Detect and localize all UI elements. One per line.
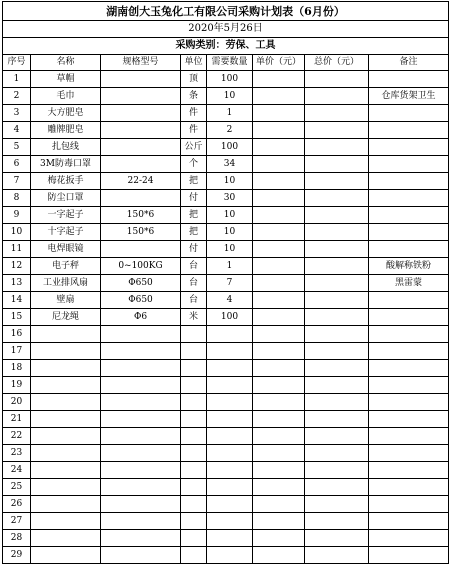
- cell-remarks: [369, 411, 449, 428]
- cell-spec: [101, 530, 181, 547]
- cell-unit: 台: [181, 258, 207, 275]
- cell-spec: [101, 326, 181, 343]
- cell-spec: [101, 445, 181, 462]
- table-row: [3, 479, 449, 496]
- cell-quantity: 7: [207, 275, 253, 292]
- cell-quantity: 1: [207, 105, 253, 122]
- cell-unit: 件: [181, 122, 207, 139]
- table-row: [3, 309, 449, 326]
- cell-name: 大方肥皂: [31, 105, 101, 122]
- cell-name: 3M防毒口罩: [31, 156, 101, 173]
- table-row: [3, 275, 449, 292]
- cell-total-price: [305, 88, 369, 105]
- cell-quantity: 100: [207, 139, 253, 156]
- cell-no: 15: [3, 309, 31, 326]
- cell-remarks: [369, 173, 449, 190]
- cell-spec: [101, 88, 181, 105]
- cell-unit-price: [253, 547, 305, 564]
- cell-remarks: [369, 207, 449, 224]
- cell-unit-price: [253, 292, 305, 309]
- cell-unit-price: [253, 122, 305, 139]
- cell-quantity: 10: [207, 88, 253, 105]
- cell-unit-price: [253, 207, 305, 224]
- cell-total-price: [305, 258, 369, 275]
- cell-total-price: [305, 275, 369, 292]
- cell-total-price: [305, 122, 369, 139]
- cell-unit: 台: [181, 292, 207, 309]
- cell-quantity: [207, 411, 253, 428]
- cell-unit: [181, 513, 207, 530]
- cell-no: 27: [3, 513, 31, 530]
- cell-spec: Φ650: [101, 275, 181, 292]
- cell-unit-price: [253, 309, 305, 326]
- cell-quantity: 10: [207, 173, 253, 190]
- cell-quantity: [207, 445, 253, 462]
- cell-total-price: [305, 190, 369, 207]
- cell-unit: [181, 428, 207, 445]
- cell-quantity: [207, 479, 253, 496]
- table-row: [3, 513, 449, 530]
- cell-remarks: [369, 394, 449, 411]
- table-row: [3, 258, 449, 275]
- cell-spec: [101, 156, 181, 173]
- cell-remarks: [369, 326, 449, 343]
- cell-name: [31, 360, 101, 377]
- cell-total-price: [305, 224, 369, 241]
- cell-no: 28: [3, 530, 31, 547]
- cell-name: 防尘口罩: [31, 190, 101, 207]
- cell-total-price: [305, 207, 369, 224]
- cell-remarks: [369, 292, 449, 309]
- cell-unit-price: [253, 275, 305, 292]
- cell-name: 工业排风扇: [31, 275, 101, 292]
- cell-name: 电子秤: [31, 258, 101, 275]
- cell-spec: [101, 496, 181, 513]
- cell-unit: 付: [181, 241, 207, 258]
- cell-unit: [181, 547, 207, 564]
- cell-remarks: [369, 156, 449, 173]
- procurement-plan-table: [2, 1, 449, 564]
- cell-no: 20: [3, 394, 31, 411]
- cell-unit-price: [253, 88, 305, 105]
- cell-spec: Φ650: [101, 292, 181, 309]
- cell-unit-price: [253, 224, 305, 241]
- cell-quantity: [207, 326, 253, 343]
- cell-no: 13: [3, 275, 31, 292]
- cell-name: [31, 326, 101, 343]
- cell-quantity: 10: [207, 224, 253, 241]
- cell-quantity: 10: [207, 207, 253, 224]
- cell-total-price: [305, 377, 369, 394]
- cell-no: 18: [3, 360, 31, 377]
- table-row: [3, 190, 449, 207]
- cell-quantity: [207, 428, 253, 445]
- cell-no: 16: [3, 326, 31, 343]
- cell-spec: [101, 394, 181, 411]
- cell-unit: 件: [181, 105, 207, 122]
- cell-unit-price: [253, 428, 305, 445]
- cell-spec: [101, 139, 181, 156]
- cell-no: 14: [3, 292, 31, 309]
- table-row: [3, 173, 449, 190]
- cell-name: [31, 547, 101, 564]
- cell-spec: [101, 513, 181, 530]
- cell-spec: 150*6: [101, 207, 181, 224]
- cell-name: [31, 530, 101, 547]
- cell-remarks: [369, 377, 449, 394]
- cell-unit: [181, 343, 207, 360]
- cell-total-price: [305, 411, 369, 428]
- table-row: [3, 207, 449, 224]
- cell-no: 19: [3, 377, 31, 394]
- cell-remarks: [369, 241, 449, 258]
- cell-spec: Φ6: [101, 309, 181, 326]
- cell-quantity: [207, 496, 253, 513]
- cell-name: [31, 394, 101, 411]
- table-header-row: [3, 55, 449, 71]
- cell-quantity: 30: [207, 190, 253, 207]
- cell-name: 壁扇: [31, 292, 101, 309]
- cell-name: 扎包线: [31, 139, 101, 156]
- table-row: [3, 105, 449, 122]
- cell-spec: [101, 105, 181, 122]
- cell-no: 1: [3, 71, 31, 88]
- header-cell-quantity: 需要数量: [207, 55, 253, 71]
- cell-spec: [101, 190, 181, 207]
- cell-name: [31, 445, 101, 462]
- cell-spec: 150*6: [101, 224, 181, 241]
- table-row: [3, 394, 449, 411]
- cell-remarks: [369, 445, 449, 462]
- cell-total-price: [305, 156, 369, 173]
- cell-name: 十字起子: [31, 224, 101, 241]
- cell-remarks: [369, 105, 449, 122]
- header-cell-no: 序号: [3, 55, 31, 71]
- cell-no: 21: [3, 411, 31, 428]
- header-cell-name: 名称: [31, 55, 101, 71]
- table-row: [3, 326, 449, 343]
- cell-no: 26: [3, 496, 31, 513]
- cell-unit-price: [253, 105, 305, 122]
- cell-name: [31, 513, 101, 530]
- cell-unit: [181, 411, 207, 428]
- cell-name: [31, 496, 101, 513]
- cell-unit-price: [253, 445, 305, 462]
- cell-unit-price: [253, 156, 305, 173]
- cell-total-price: [305, 309, 369, 326]
- cell-total-price: [305, 513, 369, 530]
- table-row: [3, 88, 449, 105]
- cell-unit-price: [253, 360, 305, 377]
- cell-spec: [101, 411, 181, 428]
- table-row: [3, 122, 449, 139]
- cell-name: 一字起子: [31, 207, 101, 224]
- cell-name: [31, 462, 101, 479]
- cell-no: 17: [3, 343, 31, 360]
- cell-name: 尼龙绳: [31, 309, 101, 326]
- table-row: [3, 428, 449, 445]
- cell-spec: [101, 71, 181, 88]
- cell-total-price: [305, 71, 369, 88]
- table-row: [3, 156, 449, 173]
- cell-name: 毛巾: [31, 88, 101, 105]
- cell-no: 29: [3, 547, 31, 564]
- table-row: [3, 241, 449, 258]
- cell-quantity: 4: [207, 292, 253, 309]
- cell-spec: [101, 428, 181, 445]
- table-row: [3, 411, 449, 428]
- cell-total-price: [305, 241, 369, 258]
- cell-unit: 把: [181, 173, 207, 190]
- cell-name: [31, 479, 101, 496]
- cell-no: 6: [3, 156, 31, 173]
- cell-quantity: 34: [207, 156, 253, 173]
- cell-unit-price: [253, 411, 305, 428]
- cell-spec: [101, 547, 181, 564]
- cell-remarks: [369, 360, 449, 377]
- header-cell-total-price: 总价（元）: [305, 55, 369, 71]
- cell-total-price: [305, 445, 369, 462]
- table-row: [3, 496, 449, 513]
- cell-total-price: [305, 326, 369, 343]
- cell-spec: [101, 479, 181, 496]
- procurement-category: 采购类别：劳保、工具: [3, 38, 449, 55]
- cell-remarks: [369, 530, 449, 547]
- cell-total-price: [305, 428, 369, 445]
- cell-spec: 22-24: [101, 173, 181, 190]
- table-row: [3, 71, 449, 88]
- cell-total-price: [305, 479, 369, 496]
- cell-spec: [101, 462, 181, 479]
- cell-remarks: [369, 122, 449, 139]
- cell-unit-price: [253, 258, 305, 275]
- cell-unit: [181, 326, 207, 343]
- cell-total-price: [305, 360, 369, 377]
- cell-unit-price: [253, 190, 305, 207]
- cell-name: [31, 377, 101, 394]
- table-row: [3, 224, 449, 241]
- cell-quantity: [207, 462, 253, 479]
- cell-unit: [181, 360, 207, 377]
- cell-total-price: [305, 139, 369, 156]
- cell-quantity: [207, 394, 253, 411]
- cell-no: 5: [3, 139, 31, 156]
- cell-unit: [181, 445, 207, 462]
- cell-unit: [181, 462, 207, 479]
- header-cell-unit: 单位: [181, 55, 207, 71]
- table-row: [3, 377, 449, 394]
- cell-unit: [181, 394, 207, 411]
- document-title: 湖南创大玉兔化工有限公司采购计划表（6月份）: [3, 2, 449, 21]
- cell-quantity: [207, 343, 253, 360]
- cell-unit: 把: [181, 207, 207, 224]
- cell-unit: 米: [181, 309, 207, 326]
- cell-spec: [101, 343, 181, 360]
- cell-spec: [101, 122, 181, 139]
- cell-unit-price: [253, 496, 305, 513]
- cell-quantity: 10: [207, 241, 253, 258]
- cell-name: [31, 428, 101, 445]
- cell-remarks: [369, 343, 449, 360]
- cell-unit-price: [253, 71, 305, 88]
- cell-unit: 付: [181, 190, 207, 207]
- cell-unit-price: [253, 241, 305, 258]
- cell-total-price: [305, 394, 369, 411]
- table-row: [3, 547, 449, 564]
- header-cell-unit-price: 单价（元）: [253, 55, 305, 71]
- cell-quantity: 100: [207, 309, 253, 326]
- cell-no: 22: [3, 428, 31, 445]
- cell-unit: [181, 479, 207, 496]
- cell-unit: [181, 377, 207, 394]
- cell-unit-price: [253, 513, 305, 530]
- cell-no: 8: [3, 190, 31, 207]
- cell-no: 11: [3, 241, 31, 258]
- cell-no: 25: [3, 479, 31, 496]
- cell-quantity: [207, 530, 253, 547]
- document-date: 2020年5月26日: [3, 21, 449, 38]
- cell-no: 9: [3, 207, 31, 224]
- cell-name: [31, 343, 101, 360]
- cell-remarks: [369, 479, 449, 496]
- cell-unit: 台: [181, 275, 207, 292]
- table-row: [3, 445, 449, 462]
- table-row: [3, 530, 449, 547]
- header-cell-remarks: 备注: [369, 55, 449, 71]
- cell-remarks: [369, 513, 449, 530]
- cell-total-price: [305, 292, 369, 309]
- cell-unit-price: [253, 377, 305, 394]
- cell-no: 24: [3, 462, 31, 479]
- cell-total-price: [305, 547, 369, 564]
- cell-remarks: [369, 139, 449, 156]
- header-cell-spec: 规格型号: [101, 55, 181, 71]
- cell-name: 雕牌肥皂: [31, 122, 101, 139]
- cell-quantity: 2: [207, 122, 253, 139]
- cell-unit: 顶: [181, 71, 207, 88]
- cell-spec: [101, 377, 181, 394]
- cell-unit-price: [253, 173, 305, 190]
- cell-unit: [181, 496, 207, 513]
- cell-remarks: [369, 224, 449, 241]
- cell-unit-price: [253, 530, 305, 547]
- cell-remarks: [369, 496, 449, 513]
- cell-remarks: [369, 190, 449, 207]
- table-row: [3, 343, 449, 360]
- cell-total-price: [305, 343, 369, 360]
- cell-remarks: [369, 71, 449, 88]
- cell-remarks: 仓库货架卫生: [369, 88, 449, 105]
- cell-spec: [101, 360, 181, 377]
- cell-quantity: 100: [207, 71, 253, 88]
- cell-unit: 个: [181, 156, 207, 173]
- table-row: [3, 139, 449, 156]
- cell-remarks: [369, 309, 449, 326]
- cell-quantity: [207, 513, 253, 530]
- cell-unit-price: [253, 462, 305, 479]
- cell-unit: 条: [181, 88, 207, 105]
- cell-unit-price: [253, 479, 305, 496]
- table-row: [3, 292, 449, 309]
- cell-name: 梅花扳手: [31, 173, 101, 190]
- cell-name: 草帽: [31, 71, 101, 88]
- cell-total-price: [305, 173, 369, 190]
- cell-quantity: [207, 360, 253, 377]
- cell-remarks: 酸解称铁粉: [369, 258, 449, 275]
- table-row: [3, 360, 449, 377]
- cell-quantity: 1: [207, 258, 253, 275]
- cell-unit: 把: [181, 224, 207, 241]
- cell-remarks: [369, 462, 449, 479]
- cell-unit-price: [253, 343, 305, 360]
- cell-total-price: [305, 530, 369, 547]
- cell-total-price: [305, 105, 369, 122]
- cell-remarks: [369, 428, 449, 445]
- cell-name: [31, 411, 101, 428]
- cell-no: 3: [3, 105, 31, 122]
- cell-no: 4: [3, 122, 31, 139]
- cell-unit-price: [253, 394, 305, 411]
- cell-no: 2: [3, 88, 31, 105]
- cell-total-price: [305, 496, 369, 513]
- cell-remarks: 黑雷蒙: [369, 275, 449, 292]
- cell-unit-price: [253, 139, 305, 156]
- cell-no: 7: [3, 173, 31, 190]
- table-row: [3, 462, 449, 479]
- cell-spec: [101, 241, 181, 258]
- cell-unit: [181, 530, 207, 547]
- cell-name: 电焊眼镜: [31, 241, 101, 258]
- cell-unit-price: [253, 326, 305, 343]
- cell-spec: 0~100KG: [101, 258, 181, 275]
- cell-no: 12: [3, 258, 31, 275]
- cell-unit: 公斤: [181, 139, 207, 156]
- cell-remarks: [369, 547, 449, 564]
- cell-quantity: [207, 547, 253, 564]
- cell-no: 10: [3, 224, 31, 241]
- cell-no: 23: [3, 445, 31, 462]
- cell-total-price: [305, 462, 369, 479]
- cell-quantity: [207, 377, 253, 394]
